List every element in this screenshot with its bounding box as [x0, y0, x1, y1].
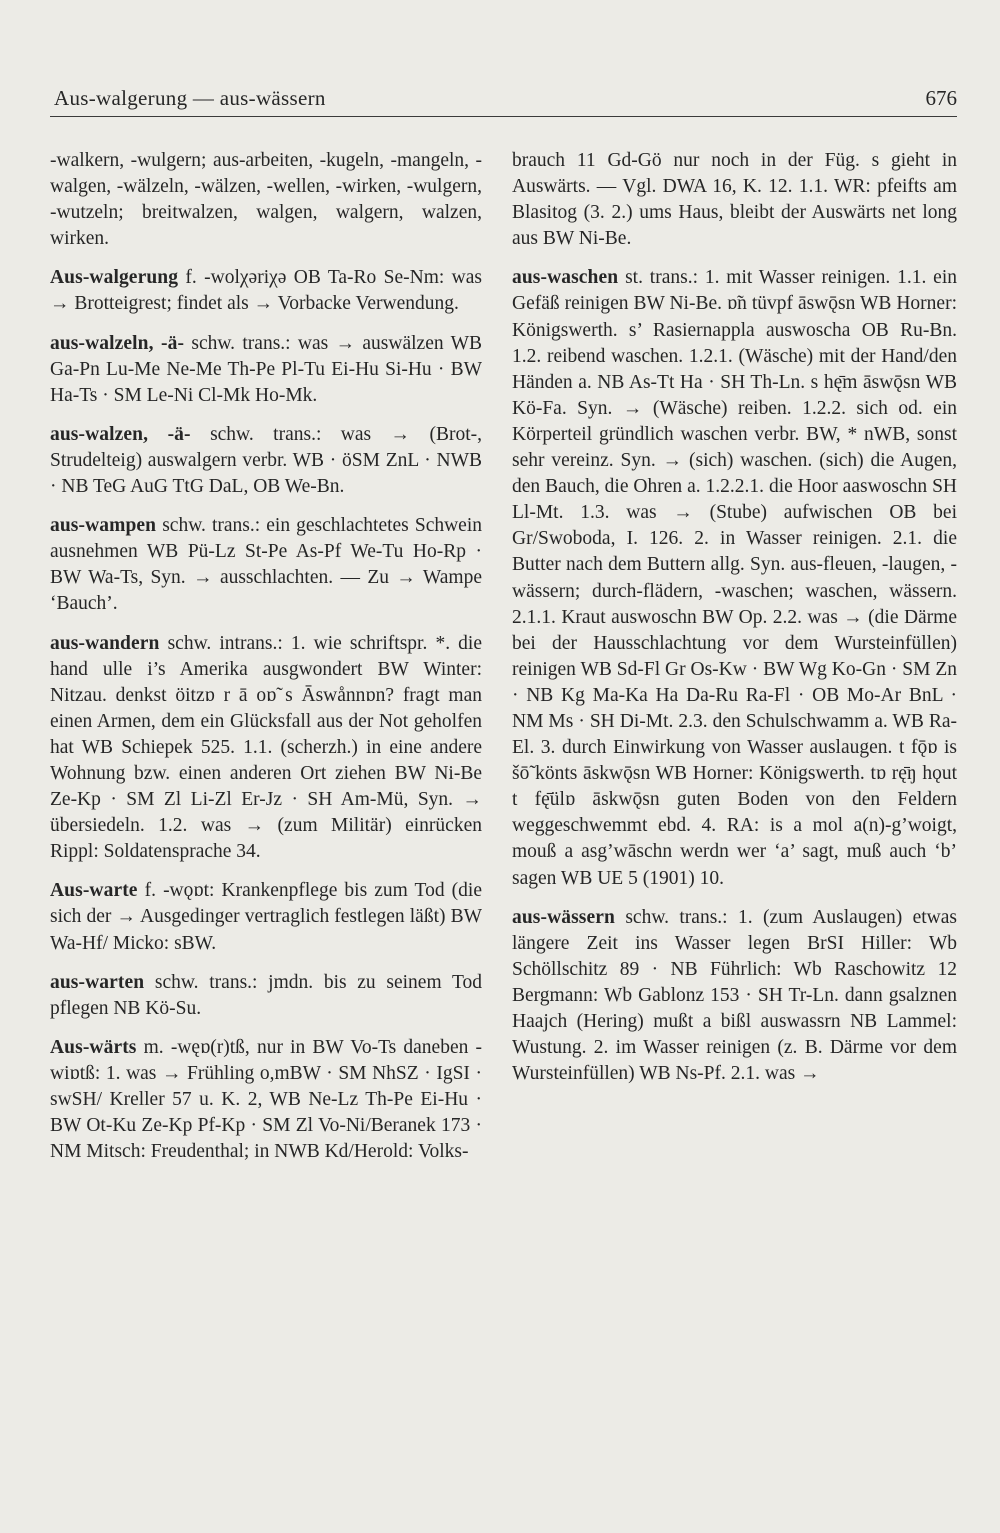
- entry-aus-walzeln: [50, 331, 482, 409]
- entry-text: st. trans.: 1. mit Wasser reinigen. 1.1. ein Gefäß reinigen BW Ni-Be. ɒ̃n tüvpf āswǭsn WB Horner: Königswerth. s’ Rasiernappla auswoscha OB Ru-Bn. 1.2. reibend waschen. 1.2.1. (Wäsche) mit der Hand/den Händen a. NB As-Tt Ha · SH Th-Ln. s hę̄m āswǭsn WB Kö-Fa. Syn. → (Wäsche) reiben. 1.2.2. sich od. ein Körperteil gründlich waschen verbr. BW, * nWB, sonst sehr vereinz. Syn. → (sich) waschen. (sich) die Augen, den Bauch, die Ohren a. 1.2.2.1. die Hoor aaswoschn SH Ll-Mt. 1.3. was → (Stube) aufwischen OB bei Gr/Swoboda, I. 126. 2. in Wasser reinigen. 2.1. die Butter nach dem Buttern allg. Syn. aus-fleuen, -laugen, -wässern; durch-flädern, -waschen; waschen, wässern. 2.1.1. Kraut auswoschn BW Op. 2.2. was → (die Därme bei der Hausschlachtung vor dem Wursteinfüllen) reinigen WB Sd-Fl Gr Os-Kw · BW Wg Ko-Gn · SM Zn · NB Kg Ma-Ka Ha Da-Ru Ra-Fl · OB Mo-Ar BnL · NM Ms · SH Di-Mt. 2.3. den Schulschwamm a. WB Ra-El. 3. durch Einwirkung von Wasser auslaugen. t fǭɒ is šō̃ könts āskwǭsn WB Horner: Königswerth. tɒ rę̄ŋ hǫut t fę̄ülɒ āskwǭsn guten Boden von den Feldern weggeschwemmt ebd. 4. RA: is a mol a(n)-g’woigt, mouß a asg’wāschn werdn wer ‘a’ sagt, muß auch ‘b’ sagen WB UE 5 (1901) 10.: [512, 267, 957, 889]
- entry-aus-waessern: [512, 905, 957, 1088]
- entry-text: f. -wǫɒt: Krankenpflege bis zum Tod (die sich der → Ausgedinger vertraglich festlegen läßt) BW Wa-Hf/ Micko: sBW.: [50, 880, 482, 954]
- entry-headword: aus-warten: [50, 971, 145, 993]
- entry-text: m. -węɒ(r)tß, nur in BW Vo-Ts daneben -wiɒtß: 1. was → Frühling o,mBW · SM NhSZ · IgSI · swSH/ Kreller 57 u. K. 2, WB Ne-Lz Th-Pe Ei-Hu · BW Ot-Ku Ze-Kp Pf-Kp · SM Zl Vo-Ni/Beranek 173 · NM Mitsch: Freudenthal; in NWB Kd/Herold: Volks-: [50, 1036, 482, 1163]
- entry-aus-walzen: [50, 422, 482, 500]
- entry-text: f. -wolχəriχə OB Ta-Ro Se-Nm: was → Brotteigrest; findet als → Vorbacke Verwendung.: [50, 267, 483, 315]
- entry-text: schw. intrans.: 1. wie schriftspr. *. die hand ulle i’s Amerika ausgwondert BW Winter: Nitzau. denkst öitzɒ r ā oɒ̃ s Āswånnɒn? fragt man einen Armen, dem ein Glücksfall aus der Not geholfen hat WB Schiepek 525. 1.1. (scherzh.) in eine andere Wohnung bzw. einen anderen Ort ziehen BW Ni-Be Ze-Kp · SM Zl Li-Zl Er-Jz · SH Am-Mü, Syn. → übersiedeln. 1.2. was → (zum Militär) einrücken Rippl: Soldatensprache 34.: [50, 632, 483, 863]
- left-column: [50, 148, 482, 1178]
- entry-text: schw. trans.: jmdn. bis zu seinem Tod pflegen NB Kö-Su.: [50, 971, 483, 1019]
- running-header: [50, 86, 957, 117]
- entry-text: schw. trans.: ein geschlachtetes Schwein ausnehmen WB Pü-Lz St-Pe As-Pf We-Tu Ho-Rp · BW Wa-Ts, Syn. → ausschlachten. — Zu → Wampe ‘Bauch’.: [50, 515, 482, 615]
- entry-headword: aus-walzen, -ä-: [50, 423, 191, 445]
- entry-text: -walkern, -wulgern; aus-arbeiten, -kugeln, -mangeln, -walgen, -wälzeln, -wälzen, -wellen, -wirken, -wulgern, -wutzeln; breitwalzen, walgen, walgern, walzen, wirken.: [50, 150, 482, 250]
- entry-text: brauch 11 Gd-Gö nur noch in der Füg. s gieht in Auswärts. — Vgl. DWA 16, K. 12. 1.1. WR: pfeifts am Blasitog (3. 2.) ums Haus, bleibt der Auswärts net long aus BW Ni-Be.: [512, 150, 957, 250]
- entry-text: schw. trans.: was → auswälzen WB Ga-Pn Lu-Me Ne-Me Th-Pe Pl-Tu Ei-Hu Si-Hu · BW Ha-Ts · SM Le-Ni Cl-Mk Ho-Mk.: [50, 332, 482, 406]
- right-column: [512, 148, 957, 1100]
- entry-aus-warten: [50, 970, 482, 1022]
- entry-headword: Aus-wärts: [50, 1036, 137, 1058]
- entry-text: schw. trans.: was → (Brot-, Strudelteig) auswalgern verbr. WB · öSM ZnL · NWB · NB TeG AuG TtG DaL, OB We-Bn.: [50, 423, 482, 498]
- entry-headword: Aus-walgerung: [50, 267, 179, 289]
- page-number: 676: [925, 86, 957, 110]
- entry-text: schw. trans.: 1. (zum Auslaugen) etwas längere Zeit ins Wasser legen BrSI Hiller: Wb Schöllschitz 89 · NB Führlich: Wb Raschowitz 12 Bergmann: Wb Gablonz 153 · SH Tr-Ln. dann gsalznen Haajch (Hering) mußt a bißl auswassrn NB Lammel: Wustung. 2. im Wasser reinigen (z. B. Därme vor dem Wursteinfüllen) WB Ns-Pf. 2.1. was →: [512, 906, 957, 1085]
- entry-headword: aus-wandern: [50, 632, 160, 654]
- entry-aus-waerts: [50, 1035, 482, 1165]
- entry-aus-warte: [50, 878, 482, 956]
- entry-aus-walgerung: [50, 265, 482, 317]
- entry-headword: aus-wampen: [50, 515, 157, 537]
- entry-headword: aus-wässern: [512, 906, 615, 928]
- entry-headword: aus-waschen: [512, 267, 619, 289]
- entry-aus-wampen: [50, 513, 482, 617]
- entry-headword: aus-walzeln, -ä-: [50, 332, 185, 354]
- entry-continuation: [50, 148, 482, 252]
- running-title: Aus-walgerung — aus-wässern: [54, 86, 326, 110]
- entry-aus-waschen: [512, 265, 957, 891]
- entry-aus-wandern: [50, 631, 482, 866]
- entry-headword: Aus-warte: [50, 880, 138, 902]
- entry-continuation: [512, 148, 957, 252]
